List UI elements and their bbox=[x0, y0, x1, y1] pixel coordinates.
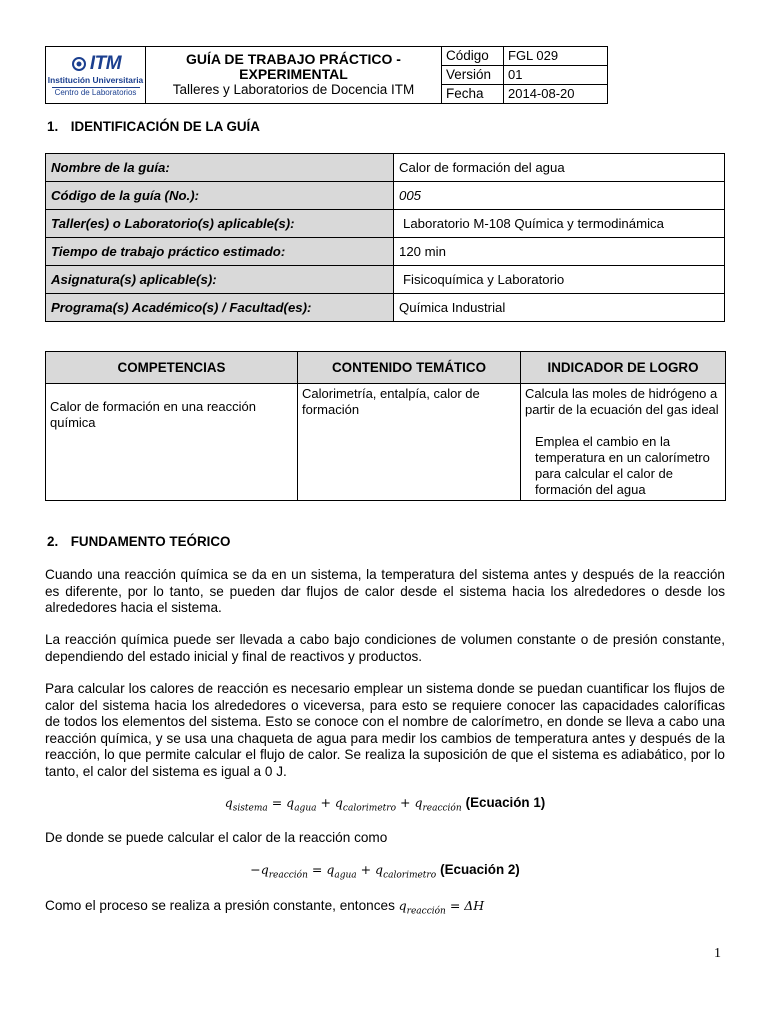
ident-key: Asignatura(s) aplicable(s): bbox=[46, 266, 394, 294]
page-number: 1 bbox=[714, 946, 721, 961]
ident-key: Nombre de la guía: bbox=[46, 154, 394, 182]
eq2-math: $-q_{reacción} = q_{agua} + q_{calorimetro}$ bbox=[250, 862, 437, 881]
meta-value-codigo: FGL 029 bbox=[504, 47, 608, 66]
ident-value: 005 bbox=[394, 182, 725, 210]
logo-star-icon bbox=[70, 55, 88, 73]
header-contenido: CONTENIDO TEMÁTICO bbox=[298, 352, 521, 384]
header-title-cell bbox=[146, 47, 442, 104]
section-2-heading: 2. FUNDAMENTO TEÓRICO bbox=[47, 534, 231, 549]
section-1-heading: 1. IDENTIFICACIÓN DE LA GUÍA bbox=[47, 119, 260, 134]
eq1-label: (Ecuación 1) bbox=[465, 795, 546, 810]
paragraph-1: Cuando una reacción química se da en un sistema, la temperatura del sistema antes y después de la reacción es diferente, por lo tanto, se pueden dar flujos de calor desde el sistema hacia los alrededores o desde los alrededores hacia el sistema. bbox=[45, 567, 725, 615]
equation-1 bbox=[45, 795, 725, 814]
indicador-1: Calcula las moles de hidrógeno a partir de la ecuación del gas ideal bbox=[525, 386, 719, 417]
ident-value: Fisicoquímica y Laboratorio bbox=[394, 266, 725, 294]
header-indicador: INDICADOR DE LOGRO bbox=[521, 352, 726, 384]
ident-value: 120 min bbox=[394, 238, 725, 266]
document-header bbox=[45, 46, 608, 104]
ident-value: Calor de formación del agua bbox=[394, 154, 725, 182]
header-subtitle: Talleres y Laboratorios de Docencia ITM bbox=[172, 82, 415, 97]
table-row bbox=[46, 210, 725, 238]
eq3-math: $q_{reacción} = \Delta H$ bbox=[398, 898, 485, 917]
table-header-row bbox=[46, 352, 726, 384]
identification-table bbox=[45, 153, 725, 322]
eq1-math: $q_{sistema} = q_{agua} + q_{calorimetro} + q_{reacción}$ bbox=[224, 795, 462, 814]
competencia-cell: Calor de formación en una reacción química bbox=[46, 384, 298, 501]
ident-key: Código de la guía (No.): bbox=[46, 182, 394, 210]
ident-key: Taller(es) o Laboratorio(s) aplicable(s): bbox=[46, 210, 394, 238]
table-row bbox=[46, 266, 725, 294]
table-row bbox=[46, 294, 725, 322]
meta-value-fecha: 2014-08-20 bbox=[504, 85, 608, 104]
meta-label-fecha: Fecha bbox=[442, 85, 504, 104]
indicador-2: Emplea el cambio en la temperatura en un calorímetro para calcular el calor de formación del agua bbox=[535, 434, 710, 497]
header-competencias: COMPETENCIAS bbox=[46, 352, 298, 384]
paragraph-5: Como el proceso se realiza a presión constante, entonces $q_{reacción} = \Delta H$ bbox=[45, 898, 485, 917]
logo-text: ITM bbox=[89, 52, 122, 74]
paragraph-3: Para calcular los calores de reacción es necesario emplear un sistema donde se puedan cuantificar los flujos de calor del sistema hacia los alrededores o viceversa, para esto se requiere conocer las capacidades caloríficas de todos los elementos del sistema. Esto se conoce con el nombre de calorímetro, en donde se lleva a cabo una reacción química, y se usa una chaqueta de agua para medir los cambios de temperatura antes y después de la reacción, lo que permite calcular el flujo de calor. Se realiza la suposición de que el sistema es adiabático, por lo tanto, el calor del sistema es igual a 0 J. bbox=[45, 681, 725, 779]
ident-key: Tiempo de trabajo práctico estimado: bbox=[46, 238, 394, 266]
competencias-table bbox=[45, 351, 726, 501]
table-row bbox=[46, 154, 725, 182]
header-title-2: EXPERIMENTAL bbox=[239, 66, 348, 82]
table-row bbox=[46, 238, 725, 266]
meta-label-version: Versión bbox=[442, 66, 504, 85]
ident-value: Química Industrial bbox=[394, 294, 725, 322]
paragraph-2: La reacción química puede ser llevada a cabo bajo condiciones de volumen constante o de presión constante, dependiendo del estado inicial y final de reactivos y productos. bbox=[45, 632, 725, 664]
table-row bbox=[46, 182, 725, 210]
ident-value: Laboratorio M-108 Química y termodinámica bbox=[394, 210, 725, 238]
logo-center: Centro de Laboratorios bbox=[52, 87, 140, 98]
logo-mark bbox=[70, 54, 121, 74]
eq2-label: (Ecuación 2) bbox=[440, 862, 520, 877]
itm-logo bbox=[46, 47, 145, 103]
header-title-1: GUÍA DE TRABAJO PRÁCTICO - bbox=[186, 51, 401, 67]
contenido-cell: Calorimetría, entalpía, calor de formación bbox=[298, 384, 521, 501]
meta-label-codigo: Código bbox=[442, 47, 504, 66]
logo-institution: Institución Universitaria bbox=[47, 74, 144, 85]
table-row bbox=[46, 384, 726, 501]
equation-2 bbox=[45, 862, 725, 881]
logo-cell bbox=[46, 47, 146, 104]
meta-value-version: 01 bbox=[504, 66, 608, 85]
paragraph-4: De donde se puede calcular el calor de la reacción como bbox=[45, 830, 388, 845]
indicador-cell bbox=[521, 384, 726, 501]
ident-key: Programa(s) Académico(s) / Facultad(es): bbox=[46, 294, 394, 322]
